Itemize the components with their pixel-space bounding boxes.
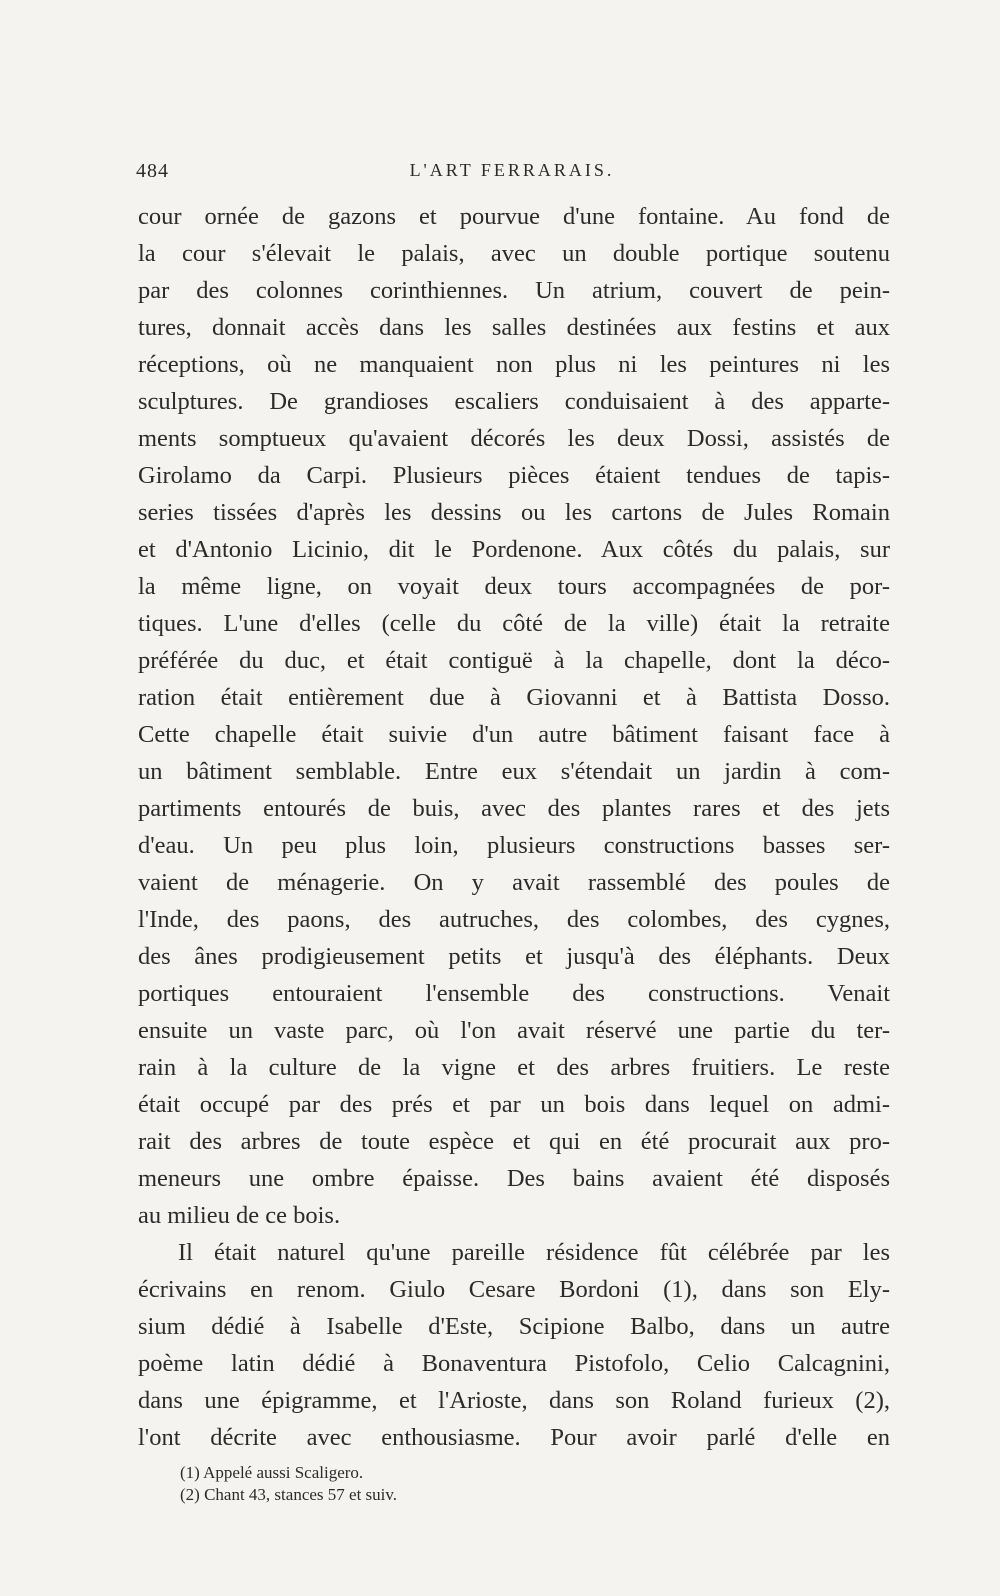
text-line: était occupé par des prés et par un bois dans lequel on admi- bbox=[138, 1091, 890, 1118]
text-line: Cette chapelle était suivie d'un autre bâtiment faisant face à bbox=[138, 721, 890, 748]
running-head bbox=[136, 160, 888, 190]
text-line: écrivains en renom. Giulo Cesare Bordoni (1), dans son Ely- bbox=[138, 1276, 890, 1303]
body-text bbox=[138, 198, 890, 1456]
text-line: par des colonnes corinthiennes. Un atrium, couvert de pein- bbox=[138, 277, 890, 304]
running-title: L'ART FERRARAIS. bbox=[409, 160, 615, 180]
text-line: ration était entièrement due à Giovanni et à Battista Dosso. bbox=[138, 684, 890, 711]
text-line: dans une épigramme, et l'Arioste, dans son Roland furieux (2), bbox=[138, 1387, 890, 1414]
text-line: réceptions, où ne manquaient non plus ni les peintures ni les bbox=[138, 351, 890, 378]
text-line: la même ligne, on voyait deux tours accompagnées de por- bbox=[138, 573, 890, 600]
page-number: 484 bbox=[136, 160, 169, 182]
footnote: (1) Appelé aussi Scaligero. bbox=[180, 1463, 364, 1482]
text-line: tiques. L'une d'elles (celle du côté de la ville) était la retraite bbox=[138, 610, 890, 637]
text-line: un bâtiment semblable. Entre eux s'étendait un jardin à com- bbox=[138, 758, 890, 785]
text-line: ensuite un vaste parc, où l'on avait réservé une partie du ter- bbox=[138, 1017, 890, 1044]
text-line: rait des arbres de toute espèce et qui en été procurait aux pro- bbox=[138, 1128, 890, 1155]
footnote: (2) Chant 43, stances 57 et suiv. bbox=[180, 1485, 398, 1504]
text-line: des ânes prodigieusement petits et jusqu'à des éléphants. Deux bbox=[138, 943, 890, 970]
text-line: sculptures. De grandioses escaliers conduisaient à des apparte- bbox=[138, 388, 890, 415]
text-line: cour ornée de gazons et pourvue d'une fontaine. Au fond de bbox=[138, 203, 890, 230]
text-line: Il était naturel qu'une pareille résidence fût célébrée par les bbox=[178, 1239, 890, 1266]
text-line: portiques entouraient l'ensemble des constructions. Venait bbox=[138, 980, 890, 1007]
text-line: ments somptueux qu'avaient décorés les deux Dossi, assistés de bbox=[138, 425, 890, 452]
text-line: sium dédié à Isabelle d'Este, Scipione Balbo, dans un autre bbox=[138, 1313, 890, 1340]
text-line: partiments entourés de buis, avec des plantes rares et des jets bbox=[138, 795, 890, 822]
text-line: Girolamo da Carpi. Plusieurs pièces étaient tendues de tapis- bbox=[138, 462, 890, 489]
text-line: series tissées d'après les dessins ou les cartons de Jules Romain bbox=[138, 499, 890, 526]
text-line: l'ont décrite avec enthousiasme. Pour avoir parlé d'elle en bbox=[138, 1424, 890, 1451]
text-line: préférée du duc, et était contiguë à la chapelle, dont la déco- bbox=[138, 647, 890, 674]
text-line: au milieu de ce bois. bbox=[138, 1202, 341, 1229]
text-line: l'Inde, des paons, des autruches, des colombes, des cygnes, bbox=[138, 906, 890, 933]
text-line: et d'Antonio Licinio, dit le Pordenone. Aux côtés du palais, sur bbox=[138, 536, 890, 563]
text-line: meneurs une ombre épaisse. Des bains avaient été disposés bbox=[138, 1165, 890, 1192]
footnotes bbox=[180, 1462, 780, 1506]
text-line: tures, donnait accès dans les salles destinées aux festins et aux bbox=[138, 314, 890, 341]
text-line: poème latin dédié à Bonaventura Pistofolo, Celio Calcagnini, bbox=[138, 1350, 890, 1377]
text-line: vaient de ménagerie. On y avait rassemblé des poules de bbox=[138, 869, 890, 896]
text-line: la cour s'élevait le palais, avec un double portique soutenu bbox=[138, 240, 890, 267]
text-line: rain à la culture de la vigne et des arbres fruitiers. Le reste bbox=[138, 1054, 890, 1081]
text-line: d'eau. Un peu plus loin, plusieurs constructions basses ser- bbox=[138, 832, 890, 859]
